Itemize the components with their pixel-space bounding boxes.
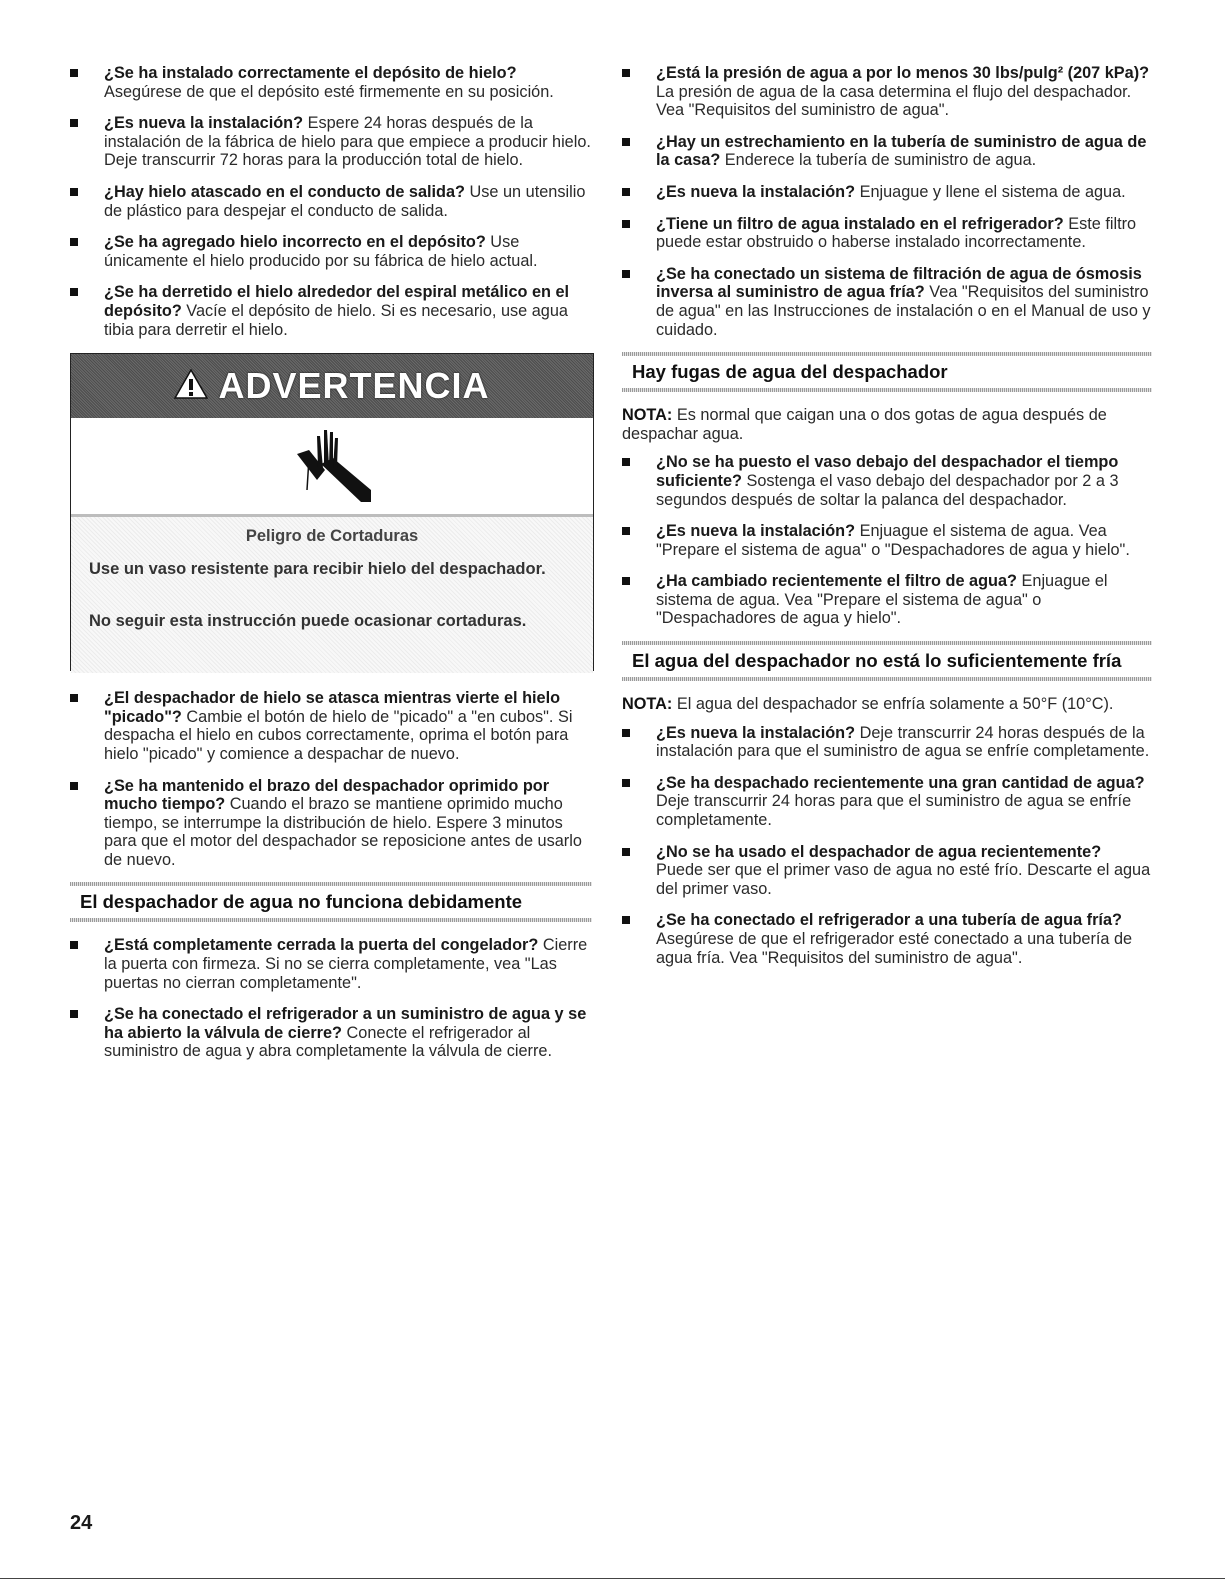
list-item: ¿Ha cambiado recientemente el filtro de agua? Enjuague el sistema de agua. Vea "Prepare el sistema de agua" o "Despachadores de agua y hielo". — [622, 572, 1152, 628]
water-dispenser-list — [70, 936, 592, 1061]
square-bullet-icon — [622, 188, 630, 196]
note: NOTA: Es normal que caigan una o dos gotas de agua después de despachar agua. — [622, 406, 1107, 443]
square-bullet-icon — [622, 220, 630, 228]
warning-consequence: No seguir esta instrucción puede ocasionar cortaduras. — [89, 612, 527, 631]
list-item: ¿Se ha conectado el refrigerador a una tubería de agua fría? Asegúrese de que el refrigerador esté conectado a una tubería de agua fría. Vea "Requisitos del suministro de agua". — [622, 911, 1152, 967]
list-item: ¿Se ha conectado un sistema de filtración de agua de ósmosis inversa al suministro de agua fría? Vea "Requisitos del suministro de agua" en las Instrucciones de instalación o en el Manual de uso y cuidado. — [622, 265, 1152, 339]
hazard-title: Peligro de Cortaduras — [245, 527, 419, 546]
square-bullet-icon — [70, 119, 78, 127]
list-item: ¿Es nueva la instalación? Enjuague el sistema de agua. Vea "Prepare el sistema de agua" o "Despachadores de agua y hielo". — [622, 522, 1152, 559]
square-bullet-icon — [622, 69, 630, 77]
list-item: ¿No se ha puesto el vaso debajo del despachador el tiempo suficiente? Sostenga el vaso debajo del despachador por 2 a 3 segundos después de soltar la palanca del despachador. — [622, 453, 1152, 509]
hazard-panel — [71, 514, 593, 673]
square-bullet-icon — [70, 288, 78, 296]
right-column — [622, 64, 1152, 980]
cut-hazard-icon — [71, 418, 593, 514]
list-item: ¿No se ha usado el despachador de agua recientemente? Puede ser que el primer vaso de agua no esté frío. Descarte el agua del primer vaso. — [622, 843, 1152, 899]
square-bullet-icon — [70, 782, 78, 790]
square-bullet-icon — [70, 694, 78, 702]
list-item: ¿Es nueva la instalación? Enjuague y llene el sistema de agua. — [622, 183, 1152, 202]
dispenser-troubleshooting-list — [70, 689, 592, 869]
ice-troubleshooting-list — [70, 64, 592, 339]
square-bullet-icon — [70, 1010, 78, 1018]
square-bullet-icon — [70, 238, 78, 246]
left-column — [70, 64, 592, 1074]
list-item: ¿Está completamente cerrada la puerta del congelador? Cierre la puerta con firmeza. Si no se cierra completamente, vea "Las puertas no cierran completamente". — [70, 936, 592, 992]
note: NOTA: El agua del despachador se enfría solamente a 50°F (10°C). — [622, 695, 1114, 714]
water-dispenser-list-continued — [622, 64, 1152, 339]
warning-instruction: Use un vaso resistente para recibir hielo del despachador. — [89, 560, 546, 579]
list-item: ¿El despachador de hielo se atasca mientras vierte el hielo "picado"? Cambie el botón de hielo de "picado" a "en cubos". Si despacha el hielo en cubos correctamente, oprima el botón para hielo "picado" y comience a despachar de nuevo. — [70, 689, 592, 763]
warning-title: ADVERTENCIA — [218, 365, 490, 407]
section-heading: El despachador de agua no funciona debidamente — [70, 882, 592, 922]
square-bullet-icon — [70, 941, 78, 949]
list-item: ¿Se ha mantenido el brazo del despachador oprimido por mucho tiempo? Cuando el brazo se mantiene oprimido mucho tiempo, se interrumpe la distribución de hielo. Espere 3 minutos para que el motor del despachador se reposicione antes de usarlo de nuevo. — [70, 777, 592, 870]
square-bullet-icon — [70, 69, 78, 77]
list-item: ¿Es nueva la instalación? Deje transcurrir 24 horas después de la instalación para que el suministro de agua se enfríe completamente. — [622, 724, 1152, 761]
list-item: ¿Tiene un filtro de agua instalado en el refrigerador? Este filtro puede estar obstruido o haberse instalado incorrectamente. — [622, 215, 1152, 252]
list-item: ¿Está la presión de agua a por lo menos 30 lbs/pulg² (207 kPa)? La presión de agua de la casa determina el flujo del despachador. Vea "Requisitos del suministro de agua". — [622, 64, 1152, 120]
page-number: 24 — [70, 1512, 93, 1534]
list-item: ¿Se ha conectado el refrigerador a un suministro de agua y se ha abierto la válvula de cierre? Conecte el refrigerador al suministro de agua y abra completamente la válvula de cierre. — [70, 1005, 592, 1061]
warning-triangle-icon — [174, 369, 208, 404]
square-bullet-icon — [622, 138, 630, 146]
warning-box — [70, 353, 594, 671]
list-item: ¿Se ha derretido el hielo alrededor del espiral metálico en el depósito? Vacíe el depósito de hielo. Si es necesario, use agua tibia para derretir el hielo. — [70, 283, 592, 339]
list-item: ¿Se ha agregado hielo incorrecto en el depósito? Use únicamente el hielo producido por su fábrica de hielo actual. — [70, 233, 592, 270]
list-item: ¿Hay un estrechamiento en la tubería de suministro de agua de la casa? Enderece la tubería de suministro de agua. — [622, 133, 1152, 170]
square-bullet-icon — [622, 577, 630, 585]
cold-water-troubleshooting-list — [622, 724, 1152, 968]
section-heading: El agua del despachador no está lo suficientemente fría — [622, 641, 1152, 681]
section-heading: Hay fugas de agua del despachador — [622, 352, 1152, 392]
square-bullet-icon — [622, 729, 630, 737]
list-item: ¿Se ha instalado correctamente el depósito de hielo? Asegúrese de que el depósito esté firmemente en su posición. — [70, 64, 592, 101]
leak-troubleshooting-list — [622, 453, 1152, 628]
square-bullet-icon — [622, 458, 630, 466]
footer-divider — [0, 1578, 1225, 1579]
list-item: ¿Se ha despachado recientemente una gran cantidad de agua? Deje transcurrir 24 horas para que el suministro de agua se enfríe completamente. — [622, 774, 1152, 830]
square-bullet-icon — [622, 916, 630, 924]
list-item: ¿Hay hielo atascado en el conducto de salida? Use un utensilio de plástico para despejar el conducto de salida. — [70, 183, 592, 220]
square-bullet-icon — [70, 188, 78, 196]
square-bullet-icon — [622, 779, 630, 787]
square-bullet-icon — [622, 527, 630, 535]
list-item: ¿Es nueva la instalación? Espere 24 horas después de la instalación de la fábrica de hielo para que empiece a producir hielo. Deje transcurrir 72 horas para la producción total de hielo. — [70, 114, 592, 170]
warning-banner — [71, 354, 593, 418]
square-bullet-icon — [622, 270, 630, 278]
square-bullet-icon — [622, 848, 630, 856]
